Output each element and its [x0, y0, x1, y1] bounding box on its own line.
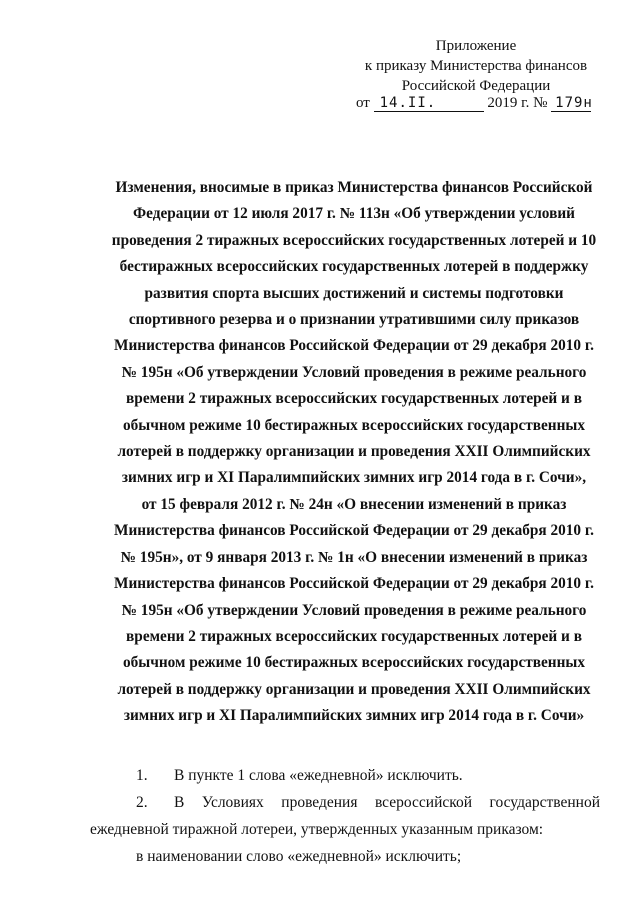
order-number-field — [551, 95, 591, 112]
appendix-line-3: Российской Федерации — [401, 78, 551, 94]
order-date-line — [356, 93, 616, 113]
item-number: 2. — [136, 794, 148, 811]
order-date-field — [374, 95, 484, 112]
title-line: Министерства финансов Российской Федерации от 29 декабря 2010 г. — [114, 522, 594, 540]
title-line: обычном режиме 10 бестиражных всероссийских государственных — [122, 416, 586, 434]
document-body — [90, 762, 600, 870]
appendix-block — [356, 36, 596, 96]
title-line: лотерей в поддержку организации и проведения XXII Олимпийских — [117, 443, 591, 461]
title-line: развития спорта высших достижений и системы подготовки — [144, 284, 564, 302]
title-line: зимних игр и XI Паралимпийских зимних игр 2014 года в г. Сочи», — [121, 469, 587, 487]
title-line: времени 2 тиражных всероссийских государственных лотерей и в — [126, 627, 582, 645]
list-item-2-continuation: ежедневной тиражной лотереи, утвержденных указанным приказом: — [90, 821, 544, 838]
title-line: спортивного резерва и о признании утратившими силу приказов — [128, 311, 580, 329]
title-line: Изменения, вносимые в приказ Министерства финансов Российской — [115, 179, 593, 196]
list-item-2 — [90, 789, 600, 816]
title-line: времени 2 тиражных всероссийских государственных лотерей и в — [126, 390, 582, 408]
list-item-1 — [90, 762, 600, 789]
title-line: № 195н «Об утверждении Условий проведения в режиме реального — [121, 601, 587, 619]
title-line: Министерства финансов Российской Федерации от 29 декабря 2010 г. — [114, 337, 594, 355]
title-line: Федерации от 12 июля 2017 г. № 113н «Об утверждении условий — [133, 205, 575, 223]
order-date-prefix: от — [356, 95, 370, 111]
title-line: Министерства финансов Российской Федерации от 29 декабря 2010 г. — [114, 575, 594, 593]
title-line: бестиражных всероссийских государственных лотерей в поддержку — [119, 258, 589, 276]
title-line: № 195н», от 9 января 2013 г. № 1н «О внесении изменений в приказ — [120, 548, 588, 566]
title-line: обычном режиме 10 бестиражных всероссийских государственных — [122, 654, 586, 672]
order-date-handwritten: 14.II. — [379, 95, 437, 111]
item-text: В пункте 1 слова «ежедневной» исключить. — [174, 767, 463, 784]
item-text: В Условиях проведения всероссийской государственной — [174, 794, 600, 811]
title-line: лотерей в поддержку организации и проведения XXII Олимпийских — [117, 680, 591, 698]
sub-item: в наименовании слово «ежедневной» исключить; — [136, 848, 462, 865]
order-number-sign: № — [533, 95, 548, 111]
appendix-line-2: к приказу Министерства финансов — [364, 58, 588, 74]
title-line: от 15 февраля 2012 г. № 24н «О внесении изменений в приказ — [141, 495, 567, 513]
order-year: 2019 г. — [487, 95, 530, 111]
document-title — [96, 175, 612, 730]
title-line: зимних игр и XI Паралимпийских зимних игр 2014 года в г. Сочи» — [123, 707, 585, 725]
title-line: № 195н «Об утверждении Условий проведения в режиме реального — [121, 363, 587, 381]
appendix-line-1: Приложение — [435, 38, 517, 54]
order-number-handwritten: 179н — [555, 95, 593, 111]
title-line: проведения 2 тиражных всероссийских государственных лотерей и 10 — [111, 231, 597, 249]
item-number: 1. — [136, 767, 148, 784]
